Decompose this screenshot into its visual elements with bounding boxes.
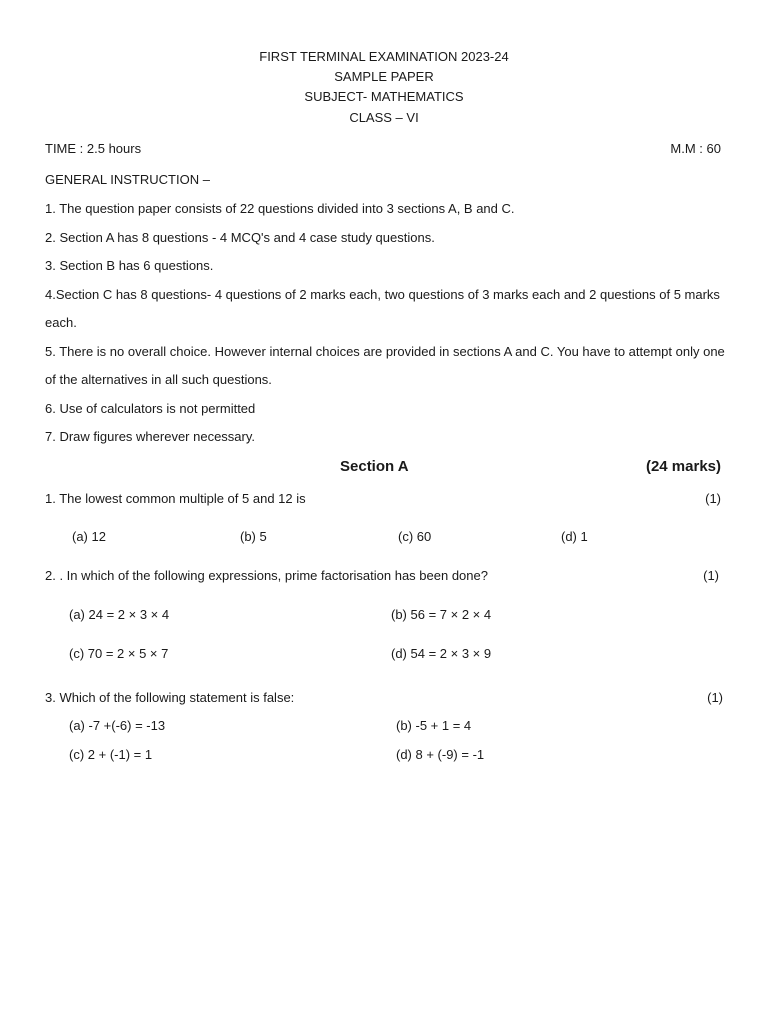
question-2-option-a: (a) 24 = 2 × 3 × 4: [69, 607, 170, 622]
question-3-option-c: (c) 2 + (-1) = 1: [69, 747, 153, 762]
instruction-item: 2. Section A has 8 questions - 4 MCQ's and 4 case study questions.: [45, 230, 435, 245]
question-1-option-b: (b) 5: [240, 529, 267, 544]
question-1-option-a: (a) 12: [72, 529, 106, 544]
instruction-item: 6. Use of calculators is not permitted: [45, 401, 256, 416]
question-2-option-b: (b) 56 = 7 × 2 × 4: [391, 607, 492, 622]
class-line: CLASS – VI: [349, 110, 419, 125]
instruction-item: 5. There is no overall choice. However internal choices are provided in sections A and C. You have to attempt only one of the alternatives in all such questions.: [45, 344, 725, 387]
instruction-item: 1. The question paper consists of 22 questions divided into 3 sections A, B and C.: [45, 201, 515, 216]
question-1-marks: (1): [705, 491, 721, 506]
question-3-option-d: (d) 8 + (-9) = -1: [396, 747, 485, 762]
section-a-marks: (24 marks): [645, 458, 721, 475]
instructions-heading: GENERAL INSTRUCTION –: [45, 172, 210, 187]
instruction-item: 7. Draw figures wherever necessary.: [45, 429, 256, 444]
time-label: TIME : 2.5 hours: [45, 141, 142, 156]
exam-title: FIRST TERMINAL EXAMINATION 2023-24: [259, 49, 509, 64]
section-a-title: Section A: [340, 458, 409, 475]
paper-type: SAMPLE PAPER: [334, 69, 434, 84]
instruction-item: 3. Section B has 6 questions.: [45, 258, 214, 273]
question-2-text: 2. . In which of the following expressions, prime factorisation has been done?: [45, 568, 488, 583]
instruction-item: 4.Section C has 8 questions- 4 questions of 2 marks each, two questions of 3 marks each and 2 questions of 5 marks each.: [45, 287, 720, 330]
question-3-option-a: (a) -7 +(-6) = -13: [69, 718, 166, 733]
question-2-option-d: (d) 54 = 2 × 3 × 9: [391, 646, 492, 661]
question-3-option-b: (b) -5 + 1 = 4: [396, 718, 472, 733]
question-1-option-d: (d) 1: [561, 529, 588, 544]
question-3-text: 3. Which of the following statement is false:: [45, 690, 295, 705]
question-3-marks: (1): [707, 690, 723, 705]
max-marks-label: M.M : 60: [670, 141, 721, 156]
question-1-option-c: (c) 60: [398, 529, 432, 544]
question-1-text: 1. The lowest common multiple of 5 and 12 is: [45, 491, 306, 506]
subject-line: SUBJECT- MATHEMATICS: [304, 89, 464, 104]
question-2-marks: (1): [703, 568, 719, 583]
question-2-option-c: (c) 70 = 2 × 5 × 7: [69, 646, 169, 661]
